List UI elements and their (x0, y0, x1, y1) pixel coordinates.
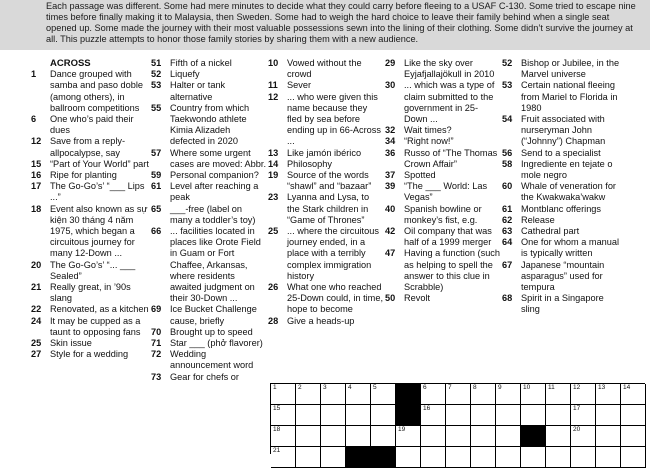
grid-cell[interactable] (271, 447, 296, 468)
grid-cell[interactable] (321, 447, 346, 468)
grid-cell[interactable] (446, 384, 471, 405)
clue-item (31, 282, 149, 304)
cell-number: 6 (423, 384, 427, 391)
clue-item (502, 148, 622, 159)
clue-item (268, 92, 384, 148)
grid-cell[interactable] (596, 426, 621, 447)
clue-number: 67 (502, 259, 513, 270)
clue-number: 15 (31, 158, 42, 169)
clue-number: 25 (268, 226, 279, 237)
clue-item (385, 170, 501, 181)
clue-number: 12 (268, 91, 279, 102)
cell-number: 11 (548, 384, 555, 391)
grid-cell[interactable] (521, 405, 546, 426)
cell-number: 17 (573, 405, 581, 412)
clue-number: 66 (151, 226, 162, 237)
cell-number: 8 (473, 384, 477, 391)
clue-number: 53 (151, 80, 162, 91)
clue-text: Like jamón ibérico (287, 147, 362, 158)
grid-cell[interactable] (596, 405, 621, 426)
grid-cell[interactable] (371, 384, 396, 405)
grid-cell[interactable] (321, 405, 346, 426)
clue-text: Vowed without the crowd (287, 58, 362, 80)
grid-cell[interactable] (571, 426, 596, 447)
cell-number: 20 (573, 426, 581, 433)
clue-number: 12 (31, 136, 42, 147)
clue-number: 11 (268, 80, 278, 91)
clue-column-2 (151, 58, 267, 383)
clue-item (268, 316, 384, 327)
clue-text: ___-free (label on many a toddler’s toy) (170, 203, 256, 225)
clue-item (502, 237, 622, 259)
clue-text: Fruit associated with nurseryman John (“Johnny”) Chapman (521, 114, 606, 147)
grid-cell[interactable] (571, 447, 596, 468)
grid-block (396, 405, 421, 426)
clue-number: 68 (502, 293, 513, 304)
clue-number: 72 (151, 349, 162, 360)
clue-text: Halter or tank alternative (170, 80, 226, 102)
clue-number: 24 (31, 315, 42, 326)
grid-cell[interactable] (571, 405, 596, 426)
grid-cell[interactable] (296, 426, 321, 447)
clue-text: One who’s paid their dues (50, 114, 134, 136)
grid-cell[interactable] (296, 405, 321, 426)
clue-number: 26 (268, 282, 279, 293)
crossword-grid (270, 383, 645, 454)
clue-item (151, 103, 267, 148)
clue-text: Spirit in a Singapore sling (521, 293, 604, 315)
clue-text: Country from which Taekwondo athlete Kimia Alizadeh defected in 2020 (170, 102, 250, 147)
clue-text: Personal companion? (170, 170, 259, 181)
clue-item (151, 170, 267, 181)
clue-number: 37 (385, 170, 396, 181)
clue-item (31, 170, 149, 181)
grid-cell[interactable] (321, 426, 346, 447)
grid-cell[interactable] (346, 426, 371, 447)
clue-number: 50 (385, 293, 396, 304)
clue-text: What one who reached 25-Down could, in time, hope to become (287, 282, 384, 315)
clue-item (151, 148, 267, 170)
clue-item (31, 114, 149, 136)
clue-number: 42 (385, 226, 396, 237)
clue-text: “Part of Your World” part (50, 158, 149, 169)
grid-cell[interactable] (421, 384, 446, 405)
clue-text: ... who were given this name because they fled by sea before ending up in 66-Across ... (287, 91, 381, 147)
clue-text: Wait times? (404, 125, 452, 136)
clue-item (268, 58, 384, 80)
clue-text: Liquefy (170, 69, 200, 80)
clue-number: 61 (151, 181, 162, 192)
clue-number: 61 (502, 203, 513, 214)
cell-number: 2 (298, 384, 302, 391)
clue-item (502, 226, 622, 237)
clue-item (268, 148, 384, 159)
clue-number: 40 (385, 203, 396, 214)
clue-text: Renovated, as a kitchen (50, 304, 149, 315)
cell-number: 13 (598, 384, 606, 391)
cell-number: 10 (523, 384, 531, 391)
intro-paragraph: Each passage was different. Some had mere minutes to decide what they could carry before fleeing to a USAF C-130. Some tried to escape nine times before finally making it to Malaysia, then Sweden. Some had to weigh the hard choice to leave their family behind when a single seat opened up. Some made the journey with their most valuable possessions sewn into the lining of their clothing. Some didn’t survive the journey at all. This puzzle attempts to honor those family stories by sharing them with a new audience. (0, 0, 650, 50)
clue-number: 59 (151, 170, 162, 181)
grid-cell[interactable] (546, 405, 571, 426)
clue-item (268, 192, 384, 226)
clue-number: 65 (151, 203, 162, 214)
grid-cell[interactable] (621, 384, 646, 405)
clue-text: “Right now!” (404, 136, 454, 147)
cell-number: 5 (373, 384, 377, 391)
grid-block (396, 384, 421, 405)
clue-text: Ripe for planting (50, 170, 117, 181)
clue-text: Level after reaching a peak (170, 181, 259, 203)
clue-text: Brought up to speed (170, 326, 253, 337)
clue-number: 60 (502, 181, 513, 192)
grid-cell[interactable] (621, 405, 646, 426)
clue-item (151, 58, 267, 69)
grid-cell[interactable] (321, 384, 346, 405)
grid-cell[interactable] (521, 447, 546, 468)
clue-number: 55 (151, 102, 162, 113)
clue-text: Ingrediente en tejate o mole negro (521, 158, 613, 181)
clue-text: Russo of “The Thomas Crown Affair” (404, 147, 498, 169)
clue-number: 29 (385, 58, 396, 68)
grid-cell[interactable] (471, 426, 496, 447)
clue-text: Certain national fleeing from Mariel to Florida in 1980 (521, 80, 618, 113)
grid-cell[interactable] (296, 384, 321, 405)
clue-text: Give a heads-up (287, 315, 355, 326)
grid-cell[interactable] (421, 405, 446, 426)
cell-number: 19 (398, 426, 406, 433)
clue-text: Sever (287, 80, 312, 91)
clue-text: Spanish bowline or monkey’s fist, e.g. (404, 203, 482, 225)
cell-number: 21 (273, 447, 281, 454)
clue-text: ... facilities located in places like Orote Field in Guam or Fort Chaffee, Arkansas, where residents awaited judgment on their 30-Down ... (170, 226, 261, 304)
clue-number: 32 (385, 125, 396, 136)
grid-cell[interactable] (421, 447, 446, 468)
clue-number: 25 (31, 338, 42, 349)
cell-number: 9 (498, 384, 502, 391)
clue-item (31, 204, 149, 260)
clue-item (385, 248, 501, 293)
grid-cell[interactable] (546, 426, 571, 447)
clue-item (502, 114, 622, 148)
clue-text: Philosophy (287, 158, 332, 169)
clue-number: 73 (151, 371, 162, 382)
clue-number: 20 (31, 259, 42, 270)
clue-text: Save from a reply-allpocalypse, say (50, 136, 126, 158)
across-heading: ACROSS (50, 58, 91, 69)
clue-number: 1 (31, 69, 37, 80)
clue-number: 19 (268, 170, 279, 181)
grid-cell[interactable] (446, 405, 471, 426)
clue-number: 54 (502, 114, 513, 125)
clue-text: Cathedral part (521, 226, 580, 237)
clue-item (385, 148, 501, 170)
clue-item (502, 58, 622, 80)
clue-number: 27 (31, 349, 42, 360)
clue-item (151, 338, 267, 349)
grid-cell[interactable] (271, 384, 296, 405)
clue-text: Montblanc offerings (521, 203, 602, 214)
clue-number: 23 (268, 192, 279, 203)
cell-number: 15 (273, 405, 281, 412)
grid-cell[interactable] (446, 447, 471, 468)
clue-item (151, 204, 267, 226)
clue-item (268, 170, 384, 192)
clue-number: 69 (151, 304, 162, 315)
cell-number: 14 (623, 384, 631, 391)
clue-number: 53 (502, 80, 513, 91)
grid-cell[interactable] (621, 447, 646, 468)
grid-cell[interactable] (521, 384, 546, 405)
clue-item (31, 304, 149, 315)
cell-number: 18 (273, 426, 281, 433)
clue-text: Where some urgent cases are moved: Abbr. (170, 147, 267, 169)
clue-text: Having a function (such as helping to spell the answer to this clue in Scrabble) (404, 248, 501, 293)
clue-text: Dance grouped with samba and paso doble (among others), in ballroom competitions (50, 69, 143, 113)
grid-cell[interactable] (546, 447, 571, 468)
clue-number: 13 (268, 147, 279, 158)
clue-number: 14 (268, 158, 279, 169)
clue-column-3 (268, 58, 384, 327)
clue-item (502, 80, 622, 114)
clue-number: 56 (502, 147, 513, 158)
grid-cell[interactable] (471, 447, 496, 468)
grid-cell[interactable] (296, 447, 321, 468)
clue-text: It may be cupped as a taunt to opposing fans (50, 315, 141, 337)
grid-cell[interactable] (446, 426, 471, 447)
clue-column-5 (502, 58, 622, 316)
grid-cell[interactable] (496, 405, 521, 426)
grid-cell[interactable] (396, 447, 421, 468)
clue-number: 64 (502, 237, 513, 248)
clue-item (385, 181, 501, 203)
clue-text: Event also known as sự kiện 30 tháng 4 năm 1975, which began a circuitous journey for many 12-Down ... (50, 203, 148, 259)
cell-number: 12 (573, 384, 581, 391)
clue-item (268, 226, 384, 282)
clue-number: 18 (31, 203, 42, 214)
cell-number: 3 (323, 384, 327, 391)
grid-block (371, 447, 396, 468)
grid-cell[interactable] (271, 426, 296, 447)
clue-item (502, 215, 622, 226)
clue-item (31, 69, 149, 114)
clue-text: Style for a wedding (50, 349, 129, 360)
clue-item (31, 260, 149, 282)
clue-item (385, 293, 501, 304)
clue-number: 71 (151, 338, 162, 349)
clue-number: 17 (31, 181, 42, 192)
clue-item (151, 304, 267, 326)
clue-text: Source of the words “shawl” and “bazaar” (287, 170, 372, 192)
clue-text: Lyanna and Lysa, to the Stark children in “Game of Thrones” (287, 192, 370, 225)
clue-text: Japanese “mountain asparagus” used for tempura (521, 259, 605, 293)
clue-item (502, 204, 622, 215)
clue-item (502, 260, 622, 294)
clue-item (151, 349, 267, 371)
grid-cell[interactable] (346, 405, 371, 426)
clue-text: Skin issue (50, 338, 92, 349)
clue-item (268, 80, 384, 91)
clue-text: ... which was a type of claim submitted to the government in 25-Down ... (404, 80, 495, 125)
clue-number: 30 (385, 80, 396, 91)
clue-item (385, 136, 501, 147)
clue-item (31, 181, 149, 203)
grid-block (521, 426, 546, 447)
clue-number: 10 (268, 58, 279, 68)
clue-item (31, 349, 149, 360)
clue-number: 28 (268, 315, 279, 326)
clue-item (502, 293, 622, 315)
clue-item (268, 282, 384, 316)
clue-column-1 (31, 58, 149, 360)
clue-number: 62 (502, 214, 513, 225)
clue-text: “The ___ World: Las Vegas” (404, 181, 488, 203)
grid-cell[interactable] (621, 426, 646, 447)
clue-item (385, 58, 501, 80)
clue-text: Revolt (404, 293, 431, 304)
clue-number: 58 (502, 158, 513, 169)
clue-number: 39 (385, 181, 396, 192)
grid-cell[interactable] (471, 384, 496, 405)
clue-number: 70 (151, 326, 162, 337)
clue-number: 57 (151, 147, 162, 158)
grid-cell[interactable] (496, 447, 521, 468)
clue-item (385, 204, 501, 226)
clue-number: 52 (502, 58, 513, 68)
clue-item (151, 327, 267, 338)
clue-item (268, 159, 384, 170)
clue-text: One for whom a manual is typically written (521, 237, 620, 259)
clue-text: Star ___ (phở flavorer) (170, 338, 263, 349)
clue-text: Wedding announcement word (170, 349, 254, 371)
clue-item (31, 338, 149, 349)
clue-text: The Go-Go’s’ “___ Lips ...” (50, 181, 145, 203)
grid-cell[interactable] (346, 384, 371, 405)
clue-text: The Go-Go’s’ “... ___ Sealed” (50, 259, 136, 281)
clue-text: Spotted (404, 170, 436, 181)
clue-number: 22 (31, 304, 42, 315)
grid-cell[interactable] (546, 384, 571, 405)
grid-cell[interactable] (596, 384, 621, 405)
clue-item (31, 159, 149, 170)
clue-number: 52 (151, 69, 162, 80)
grid-cell[interactable] (496, 384, 521, 405)
clue-text: Bishop or Jubilee, in the Marvel universe (521, 58, 620, 80)
cell-number: 7 (448, 384, 452, 391)
clue-text: Send to a specialist (521, 147, 601, 158)
clue-item (151, 80, 267, 102)
clue-number: 51 (151, 58, 162, 68)
clue-item (502, 159, 622, 181)
clue-text: Like the sky over Eyjafjallajökull in 2010 (404, 58, 495, 80)
clue-item (151, 181, 267, 203)
clue-item (31, 136, 149, 158)
clue-item (385, 125, 501, 136)
clue-item (151, 226, 267, 304)
clue-item (151, 69, 267, 80)
clue-number: 16 (31, 170, 42, 181)
clue-text: Whale of veneration for the Kwakwaka’wakw (521, 181, 616, 203)
grid-cell[interactable] (271, 405, 296, 426)
grid-cell[interactable] (421, 426, 446, 447)
clue-text: Release (521, 214, 555, 225)
cell-number: 16 (423, 405, 431, 412)
clue-item (502, 181, 622, 203)
clue-text: Ice Bucket Challenge cause, briefly (170, 304, 257, 326)
clue-item (31, 316, 149, 338)
clue-column-4 (385, 58, 501, 304)
grid-cell[interactable] (596, 447, 621, 468)
clue-number: 6 (31, 114, 37, 125)
grid-cell[interactable] (571, 384, 596, 405)
clue-item (151, 372, 267, 383)
clue-number: 63 (502, 226, 513, 237)
clue-text: Fifth of a nickel (170, 58, 232, 68)
grid-cell[interactable] (371, 426, 396, 447)
clue-number: 47 (385, 248, 396, 259)
clue-text: ... where the circuitous journey ended, in a place with a terribly complex immigration history (287, 226, 379, 281)
grid-cell[interactable] (396, 426, 421, 447)
clue-text: Really great, in ’90s slang (50, 282, 131, 304)
clue-number: 21 (31, 282, 42, 293)
grid-cell[interactable] (496, 426, 521, 447)
clue-number: 36 (385, 147, 396, 158)
clue-text: Gear for chefs or (170, 371, 239, 382)
grid-block (346, 447, 371, 468)
clue-item (385, 226, 501, 248)
cell-number: 4 (348, 384, 352, 391)
clue-text: Oil company that was half of a 1999 merger (404, 226, 492, 248)
clue-item (385, 80, 501, 125)
grid-cell[interactable] (471, 405, 496, 426)
clue-number: 34 (385, 136, 396, 147)
cell-number: 1 (273, 384, 277, 391)
grid-cell[interactable] (371, 405, 396, 426)
